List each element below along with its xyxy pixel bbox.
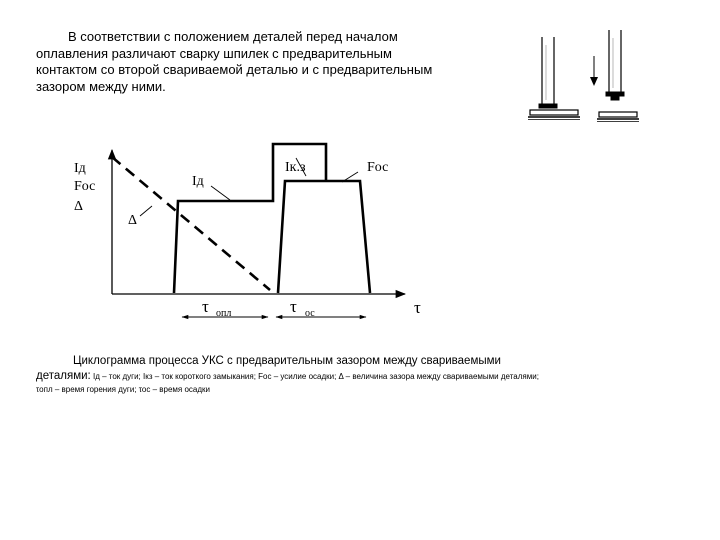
- figure-caption-legend: [36, 370, 546, 396]
- leader-id: [211, 186, 230, 200]
- label-short-circuit-current: Iк.з: [285, 160, 306, 175]
- y-axis-label-foc: Fос: [74, 179, 96, 194]
- caption-lead: деталями:: [36, 370, 91, 382]
- label-arc-current: Iд: [192, 174, 204, 189]
- tau-oc-subscript: ос: [305, 308, 315, 319]
- caption-legend-text: Iд – ток дуги; Iкз – ток короткого замыкания; Fос – усилие осадки; Δ – величина зазора между свариваемыми деталями; τопл – время горения дуги; τос – время осадки: [36, 372, 539, 394]
- tau-opl-symbol: τ: [202, 297, 209, 316]
- leader-delta: [140, 206, 152, 216]
- intro-line-4: зазором между ними.: [36, 78, 166, 94]
- tau-oc-symbol: τ: [290, 297, 297, 316]
- y-axis-label-delta: Δ: [74, 199, 84, 214]
- stud-gap-sketch: [597, 30, 639, 122]
- y-axis-label-id: Iд: [74, 161, 86, 176]
- x-axis-tau-label: τ: [414, 298, 421, 317]
- label-gap: Δ: [128, 213, 138, 228]
- stud-contact-sketch: [528, 37, 580, 120]
- intro-line-3: контактом со второй свариваемой деталью и с предварительным: [36, 62, 433, 77]
- force-curve: [278, 181, 370, 293]
- label-upset-force: Fос: [367, 160, 389, 175]
- intro-line-1: В соответствии с положением деталей перед началом: [68, 29, 398, 44]
- down-arrow-icon: [590, 56, 598, 86]
- tau-opl-subscript: опл: [216, 308, 232, 319]
- intro-line-2: оплавления различают сварку шпилек с предварительным: [36, 45, 392, 61]
- figure-caption-title: Циклограмма процесса УКС с предварительным зазором между свариваемыми: [73, 355, 501, 367]
